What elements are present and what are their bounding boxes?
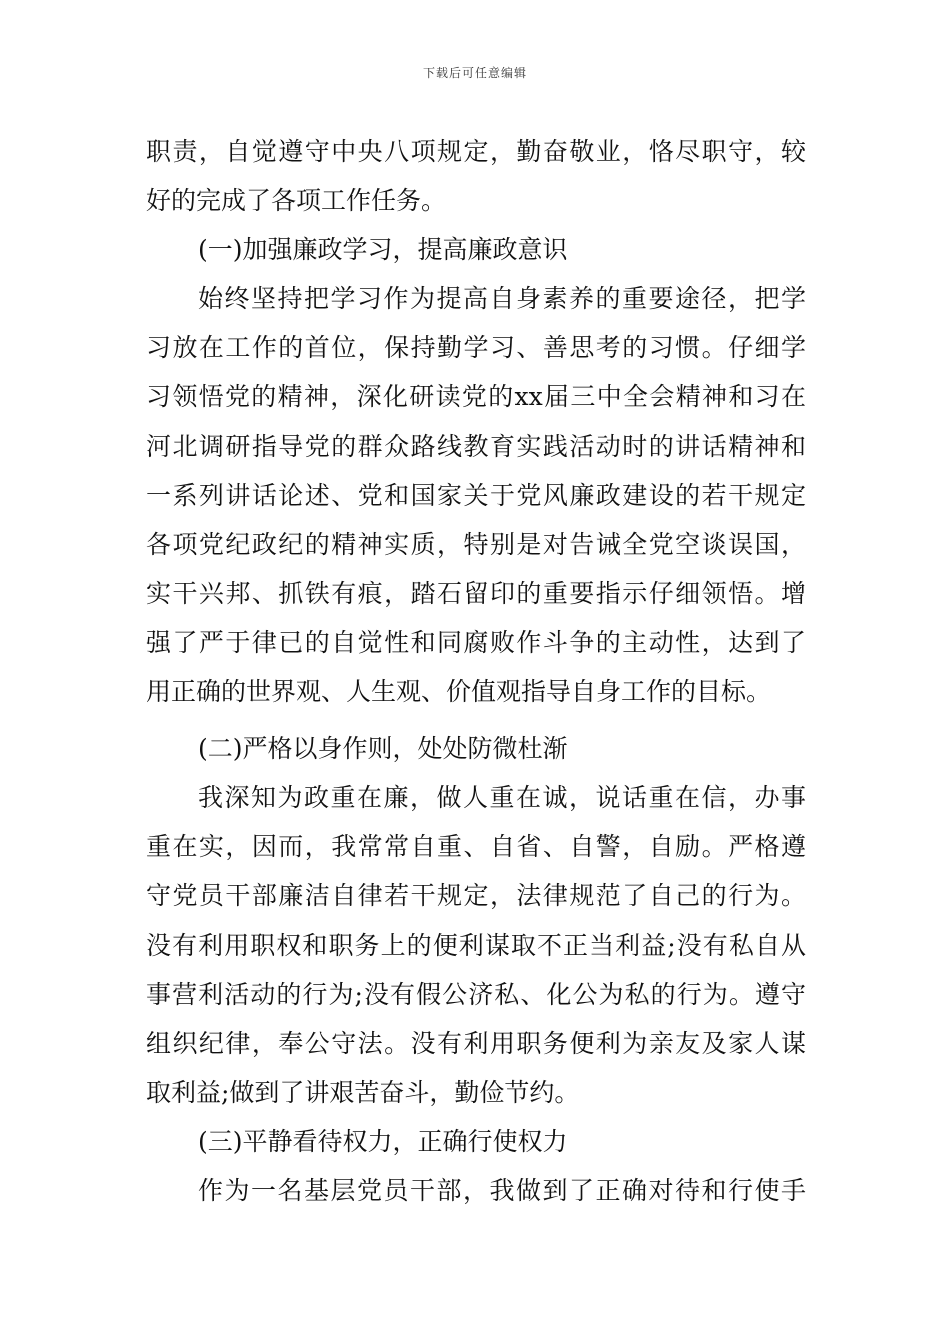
body-line: 组织纪律，奉公守法。没有利用职务便利为亲友及家人谋	[146, 1029, 806, 1058]
body-line: 一系列讲话论述、党和国家关于党风廉政建设的若干规定	[146, 481, 806, 510]
body-line: 没有利用职权和职务上的便利谋取不正当利益;没有私自从	[146, 931, 806, 960]
body-line: 各项党纪政纪的精神实质，特别是对告诫全党空谈误国，	[146, 530, 806, 559]
body-line: 我深知为政重在廉，做人重在诚，说话重在信，办事	[198, 783, 806, 812]
body-line: 河北调研指导党的群众路线教育实践活动时的讲话精神和	[146, 432, 806, 461]
body-line: 取利益;做到了讲艰苦奋斗，勤俭节约。	[146, 1078, 580, 1107]
body-line: 作为一名基层党员干部，我做到了正确对待和行使手	[198, 1176, 806, 1205]
section-heading: (一)加强廉政学习，提高廉政意识	[198, 235, 568, 264]
body-line: 好的完成了各项工作任务。	[146, 186, 447, 215]
section-heading: (二)严格以身作则，处处防微杜渐	[198, 734, 568, 763]
body-line: 事营利活动的行为;没有假公济私、化公为私的行为。遵守	[146, 980, 806, 1009]
body-line: 始终坚持把学习作为提高自身素养的重要途径，把学	[198, 284, 806, 313]
body-line: 重在实，因而，我常常自重、自省、自警，自励。严格遵	[146, 832, 806, 861]
body-line: 守党员干部廉洁自律若干规定，法律规范了自己的行为。	[146, 881, 806, 910]
section-heading: (三)平静看待权力，正确行使权力	[198, 1127, 568, 1156]
body-line: 职责，自觉遵守中央八项规定，勤奋敬业，恪尽职守，较	[146, 137, 806, 166]
header-note: 下载后可任意编辑	[422, 66, 527, 80]
body-line: 用正确的世界观、人生观、价值观指导自身工作的目标。	[146, 677, 772, 706]
body-line: 强了严于律已的自觉性和同腐败作斗争的主动性，达到了	[146, 628, 806, 657]
body-line: 习放在工作的首位，保持勤学习、善思考的习惯。仔细学	[146, 333, 806, 362]
body-line: 习领悟党的精神，深化研读党的xx届三中全会精神和习在	[146, 382, 806, 411]
body-line: 实干兴邦、抓铁有痕，踏石留印的重要指示仔细领悟。增	[146, 579, 806, 608]
